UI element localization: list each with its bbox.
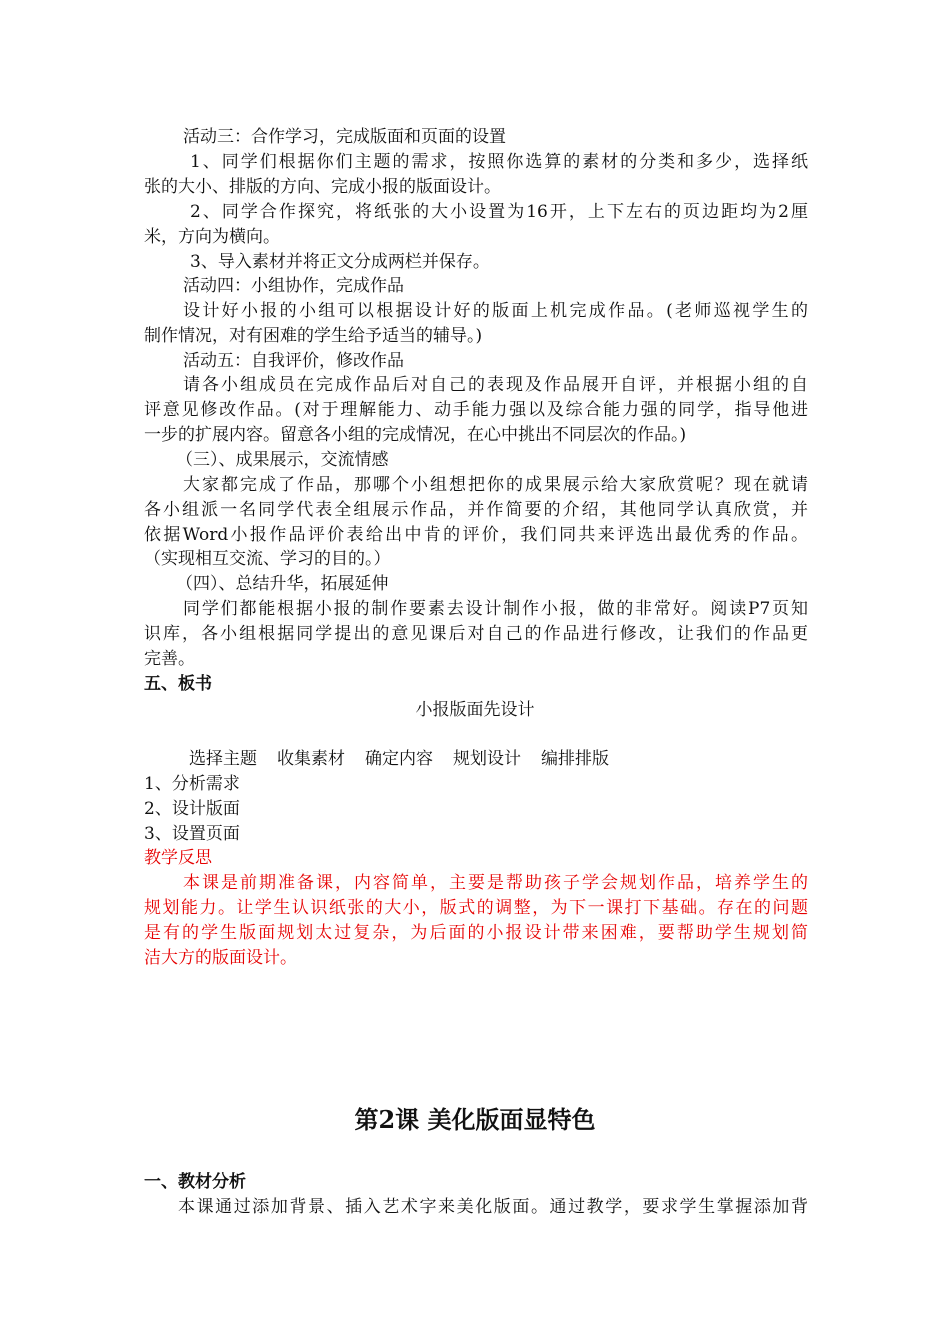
body-line: 张的大小、排版的方向、完成小报的版面设计。: [144, 177, 501, 197]
board-step: 编排排版: [541, 749, 609, 769]
board-title: 小报版面先设计: [415, 700, 535, 720]
body-line: （实现相互交流、学习的目的。）: [144, 549, 391, 569]
body-line: 制作情况，对有困难的学生给予适当的辅导。): [144, 326, 483, 346]
body-line: 设计好小报的小组可以根据设计好的版面上机完成作品。(老师巡视学生的: [183, 301, 808, 321]
body-line: 请各小组成员在完成作品后对自己的表现及作品展开自评，并根据小组的自: [183, 375, 808, 395]
board-step: 确定内容: [365, 749, 433, 769]
body-line: 大家都完成了作品，那哪个小组想把你的成果展示给大家欣赏呢？现在就请: [183, 475, 808, 495]
body-line: 各小组派一名同学代表全组展示作品，并作简要的介绍，其他同学认真欣赏，并: [144, 500, 808, 520]
lesson2-title: 第2课 美化版面显特色: [354, 1105, 596, 1134]
board-item: 3、设置页面: [144, 824, 240, 844]
activity3-heading: 活动三：合作学习，完成版面和页面的设置: [183, 127, 506, 147]
body-line: 完善。: [144, 649, 195, 669]
body-line: 识库，各小组根据同学提出的意见课后对自己的作品进行修改，让我们的作品更: [144, 624, 808, 644]
board-step: 收集素材: [277, 749, 345, 769]
activity5-heading: 活动五：自我评价，修改作品: [183, 351, 404, 371]
reflection-line: 是有的学生版面规划太过复杂，为后面的小报设计带来困难，要帮助学生规划简: [144, 923, 808, 943]
body-line: 本课通过添加背景、插入艺术字来美化版面。通过教学，要求学生掌握添加背: [178, 1197, 808, 1217]
board-step: 选择主题: [189, 749, 257, 769]
lesson2-section1-heading: 一、教材分析: [144, 1172, 246, 1192]
body-line: 3、导入素材并将正文分成两栏并保存。: [190, 252, 490, 272]
body-line: 同学们都能根据小报的制作要素去设计制作小报，做的非常好。阅读P7页知: [183, 599, 808, 619]
reflection-title: 教学反思: [144, 848, 212, 868]
board-item: 1、分析需求: [144, 774, 240, 794]
board-steps: [189, 747, 789, 772]
body-line: 1、同学们根据你们主题的需求，按照你选算的素材的分类和多少，选择纸: [190, 152, 808, 172]
board-step: 规划设计: [453, 749, 521, 769]
body-line: 2、同学合作探究，将纸张的大小设置为16开，上下左右的页边距均为2厘: [190, 202, 808, 222]
section4-heading: （四）、总结升华，拓展延伸: [176, 574, 389, 594]
body-line: 评意见修改作品。(对于理解能力、动手能力强以及综合能力强的同学，指导他进: [144, 400, 808, 420]
body-line: 米，方向为横向。: [144, 227, 280, 247]
body-line: 一步的扩展内容。留意各小组的完成情况，在心中挑出不同层次的作品。): [144, 425, 687, 445]
section5-heading: 五、板书: [144, 674, 212, 694]
reflection-line: 规划能力。让学生认识纸张的大小，版式的调整，为下一课打下基础。存在的问题: [144, 898, 808, 918]
reflection-line: 洁大方的版面设计。: [144, 948, 297, 968]
body-line: 依据Word小报作品评价表给出中肯的评价，我们同共来评选出最优秀的作品。: [144, 525, 808, 545]
section3-heading: （三）、成果展示，交流情感: [176, 450, 389, 470]
activity4-heading: 活动四：小组协作，完成作品: [183, 276, 404, 296]
board-item: 2、设计版面: [144, 799, 240, 819]
reflection-line: 本课是前期准备课，内容简单，主要是帮助孩子学会规划作品，培养学生的: [183, 873, 808, 893]
